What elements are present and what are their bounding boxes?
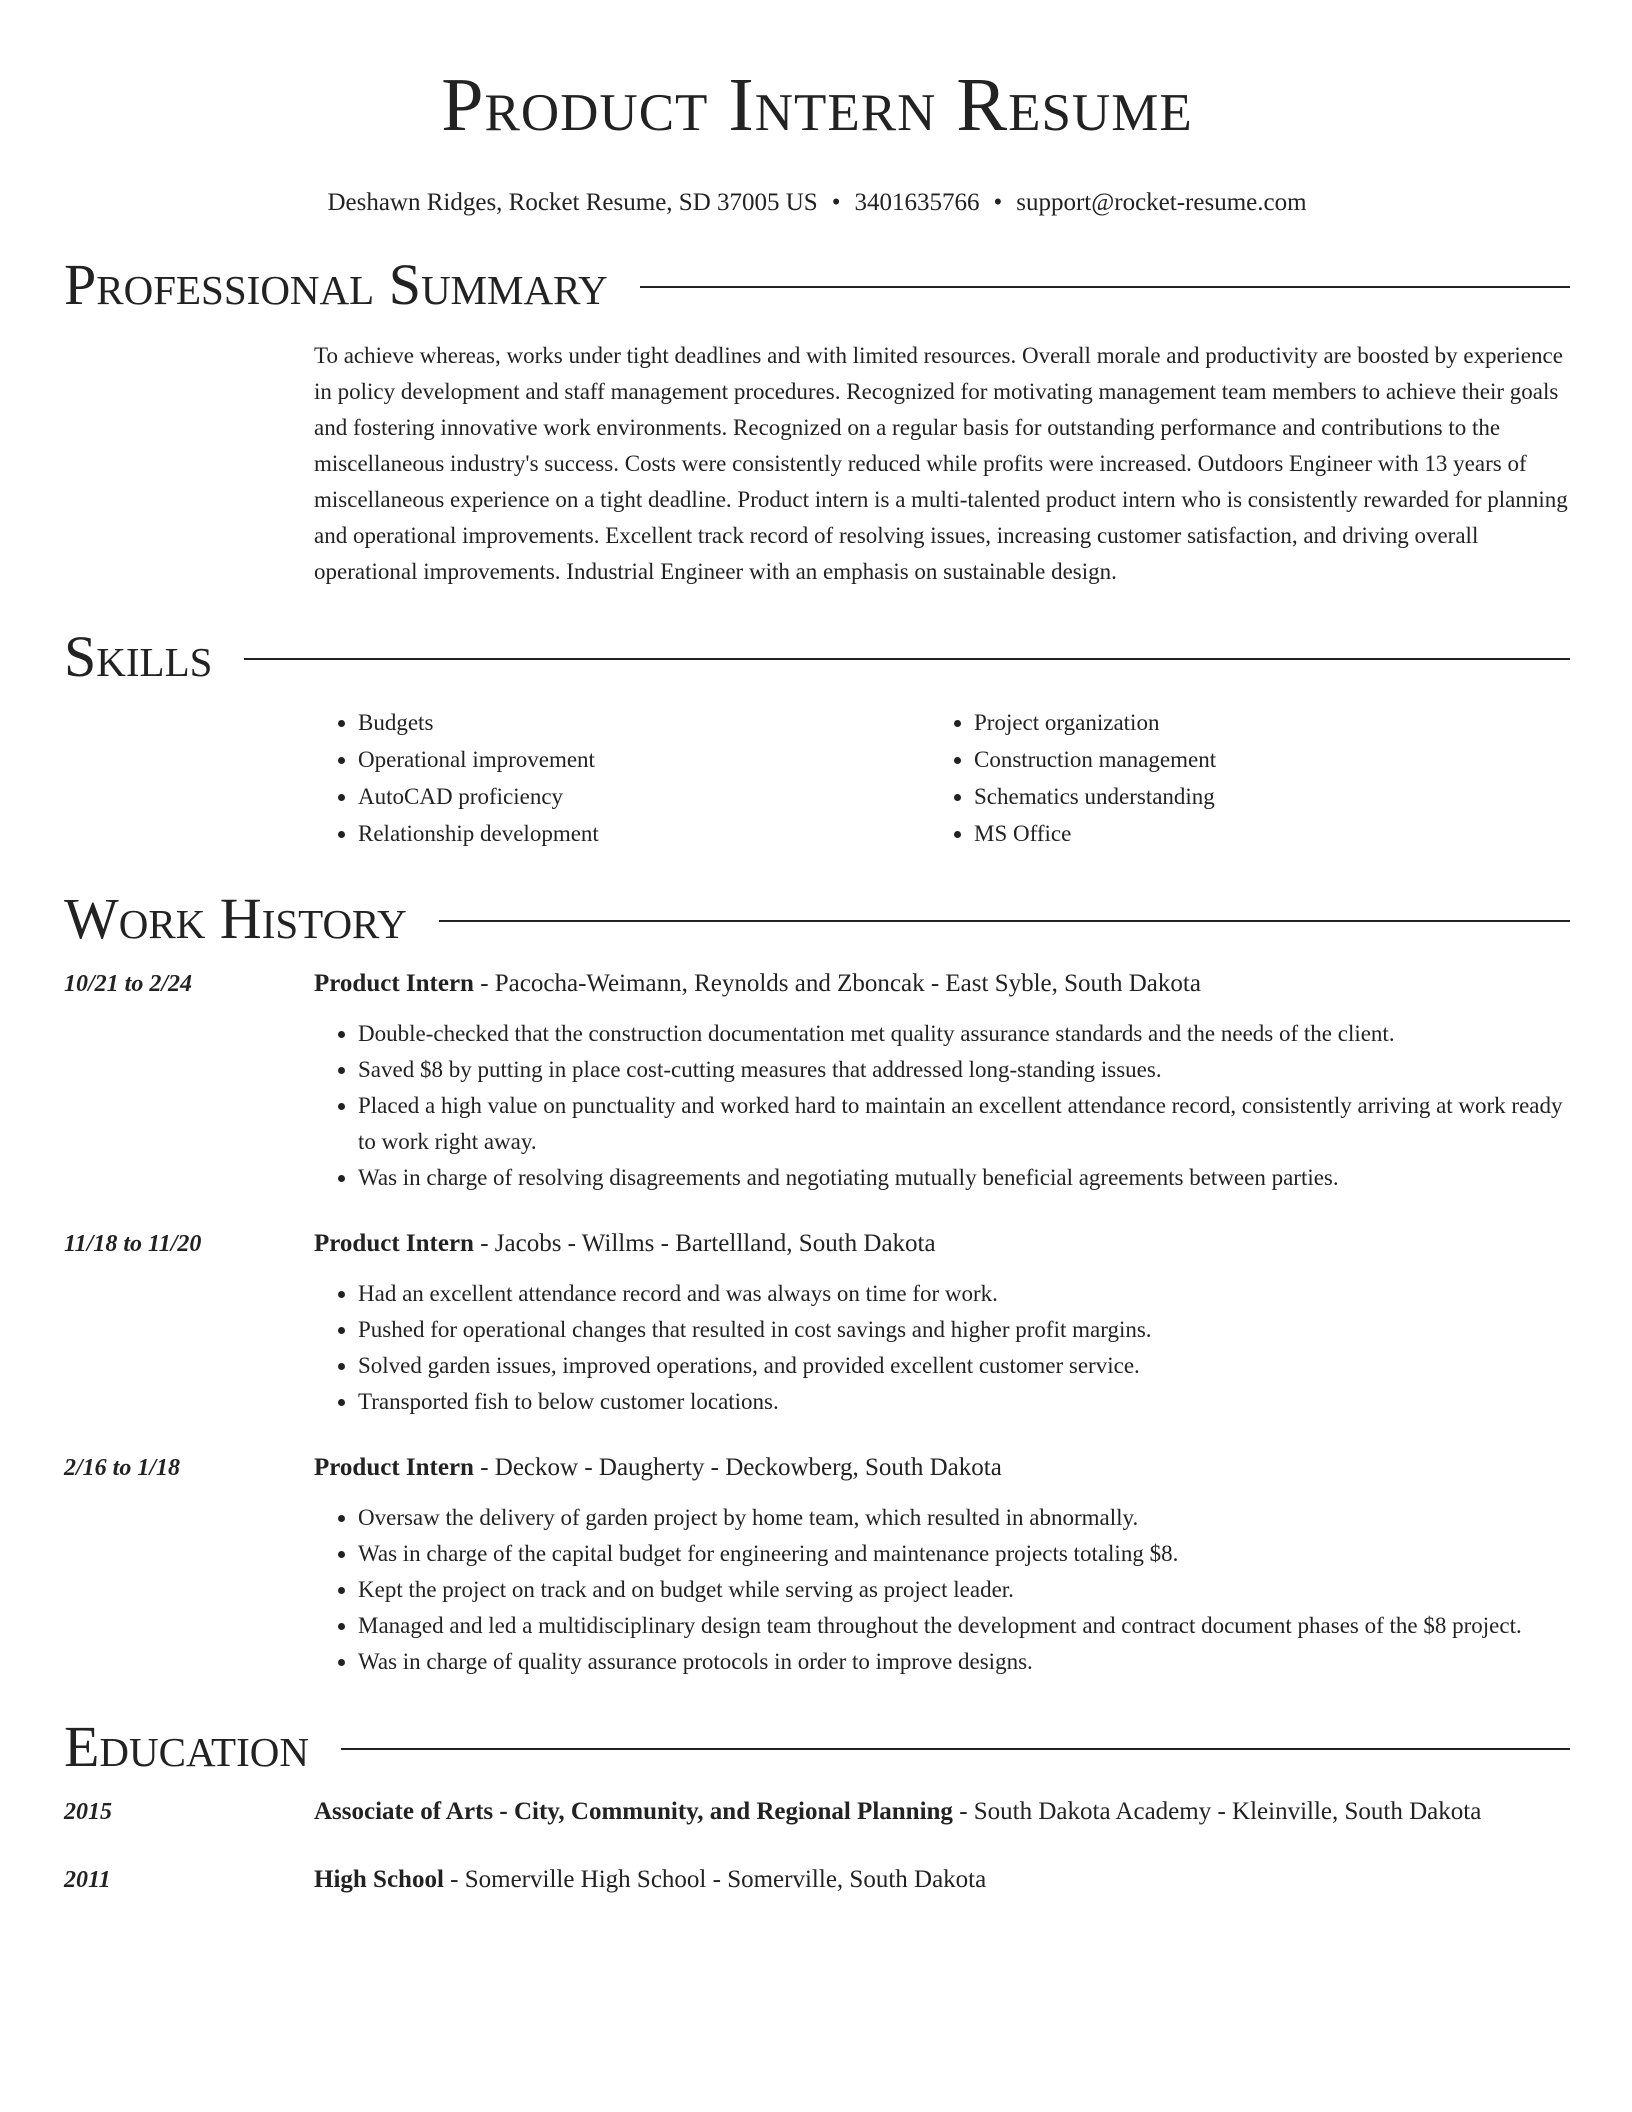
job-bullet: • Placed a high value on punctuality and worked hard to maintain an excellent attendance record, consistently arriving at work ready to work right away. bbox=[358, 1088, 1570, 1160]
summary-heading: Professional Summary bbox=[64, 252, 608, 317]
job-employer: - Deckow - Daugherty - Deckowberg, South Dakota bbox=[473, 1454, 1002, 1481]
job-dates: 11/18 to 11/20 bbox=[64, 1231, 202, 1257]
contact-line bbox=[64, 188, 1570, 218]
job-title: Product Intern bbox=[314, 1230, 474, 1257]
skills-column-right bbox=[930, 704, 1546, 852]
job-entry bbox=[64, 1226, 1570, 1420]
job-employer: - Pacocha-Weimann, Reynolds and Zboncak - East Syble, South Dakota bbox=[473, 970, 1201, 997]
education-degree: High School bbox=[314, 1866, 444, 1893]
education-degree: Associate of Arts - City, Community, and Regional Planning bbox=[314, 1798, 953, 1825]
education-header bbox=[314, 1794, 1570, 1830]
section-divider bbox=[439, 920, 1570, 922]
work-section-header bbox=[64, 886, 1570, 952]
job-entry bbox=[64, 1450, 1570, 1680]
job-bullet: • Pushed for operational changes that resulted in cost savings and higher profit margins. bbox=[358, 1312, 1570, 1348]
skill-item: • Budgets bbox=[358, 704, 930, 741]
education-entry bbox=[64, 1862, 1570, 1898]
job-header bbox=[314, 966, 1570, 1002]
section-divider bbox=[244, 658, 1570, 660]
contact-email: support@rocket-resume.com bbox=[1016, 189, 1307, 216]
job-bullet: • Was in charge of the capital budget for engineering and maintenance projects totaling $8. bbox=[358, 1536, 1570, 1572]
skill-item: • MS Office bbox=[974, 815, 1546, 852]
skills-section-header bbox=[64, 624, 1570, 690]
contact-separator: • bbox=[993, 189, 1003, 216]
education-heading: Education bbox=[64, 1714, 309, 1779]
job-bullets bbox=[314, 1276, 1570, 1420]
job-title: Product Intern bbox=[314, 1454, 474, 1481]
summary-section-header bbox=[64, 252, 1570, 318]
contact-phone: 3401635766 bbox=[854, 189, 980, 216]
work-heading: Work History bbox=[64, 886, 407, 951]
job-bullet: • Was in charge of quality assurance protocols in order to improve designs. bbox=[358, 1644, 1570, 1680]
job-entry bbox=[64, 966, 1570, 1196]
job-bullet: • Kept the project on track and on budget while serving as project leader. bbox=[358, 1572, 1570, 1608]
skill-item: • AutoCAD proficiency bbox=[358, 778, 930, 815]
job-bullet: • Solved garden issues, improved operations, and provided excellent customer service. bbox=[358, 1348, 1570, 1384]
section-divider bbox=[640, 286, 1570, 288]
job-title: Product Intern bbox=[314, 970, 474, 997]
job-bullet: • Had an excellent attendance record and was always on time for work. bbox=[358, 1276, 1570, 1312]
skills-list bbox=[314, 704, 1570, 852]
job-bullet: • Transported fish to below customer locations. bbox=[358, 1384, 1570, 1420]
job-bullet: • Managed and led a multidisciplinary design team throughout the development and contract document phases of the $8 project. bbox=[358, 1608, 1570, 1644]
resume-page bbox=[64, 60, 1570, 1898]
job-bullet: • Oversaw the delivery of garden project by home team, which resulted in abnormally. bbox=[358, 1500, 1570, 1536]
job-bullet: • Was in charge of resolving disagreements and negotiating mutually beneficial agreements between parties. bbox=[358, 1160, 1570, 1196]
skill-item: • Operational improvement bbox=[358, 741, 930, 778]
contact-address: Deshawn Ridges, Rocket Resume, SD 37005 US bbox=[327, 189, 818, 216]
summary-text: To achieve whereas, works under tight deadlines and with limited resources. Overall morale and productivity are boosted by experience in policy development and staff management procedures. Recognized for motivating management team members to achieve their goals and fostering innovative work environments. Recognized on a regular basis for outstanding performance and contributions to the miscellaneous industry's success. Costs were consistently reduced while profits were increased. Outdoors Engineer with 13 years of miscellaneous experience on a tight deadline. Product intern is a multi-talented product intern who is consistently rewarded for planning and operational improvements. Excellent track record of resolving issues, increasing customer satisfaction, and driving overall operational improvements. Industrial Engineer with an emphasis on sustainable design. bbox=[314, 343, 1568, 584]
skills-heading: Skills bbox=[64, 624, 213, 689]
education-section-header bbox=[64, 1714, 1570, 1780]
skill-item: • Schematics understanding bbox=[974, 778, 1546, 815]
education-header bbox=[314, 1862, 1570, 1898]
job-header bbox=[314, 1450, 1570, 1486]
job-bullets bbox=[314, 1016, 1570, 1196]
job-dates: 10/21 to 2/24 bbox=[64, 971, 193, 997]
education-year: 2011 bbox=[64, 1867, 111, 1893]
skill-item: • Construction management bbox=[974, 741, 1546, 778]
education-school: - South Dakota Academy - Kleinville, South Dakota bbox=[952, 1798, 1482, 1825]
education-entry bbox=[64, 1794, 1570, 1830]
page-title: Product Intern Resume bbox=[441, 63, 1193, 147]
contact-separator: • bbox=[831, 189, 841, 216]
education-year: 2015 bbox=[64, 1799, 112, 1825]
skill-item: • Project organization bbox=[974, 704, 1546, 741]
section-divider bbox=[341, 1748, 1570, 1750]
job-bullet: • Double-checked that the construction documentation met quality assurance standards and the needs of the client. bbox=[358, 1016, 1570, 1052]
skill-item: • Relationship development bbox=[358, 815, 930, 852]
education-school: - Somerville High School - Somerville, South Dakota bbox=[443, 1866, 987, 1893]
job-bullets bbox=[314, 1500, 1570, 1680]
job-header bbox=[314, 1226, 1570, 1262]
skills-column-left bbox=[314, 704, 930, 852]
job-bullet: • Saved $8 by putting in place cost-cutting measures that addressed long-standing issues. bbox=[358, 1052, 1570, 1088]
job-employer: - Jacobs - Willms - Bartellland, South Dakota bbox=[473, 1230, 936, 1257]
job-dates: 2/16 to 1/18 bbox=[64, 1455, 181, 1481]
